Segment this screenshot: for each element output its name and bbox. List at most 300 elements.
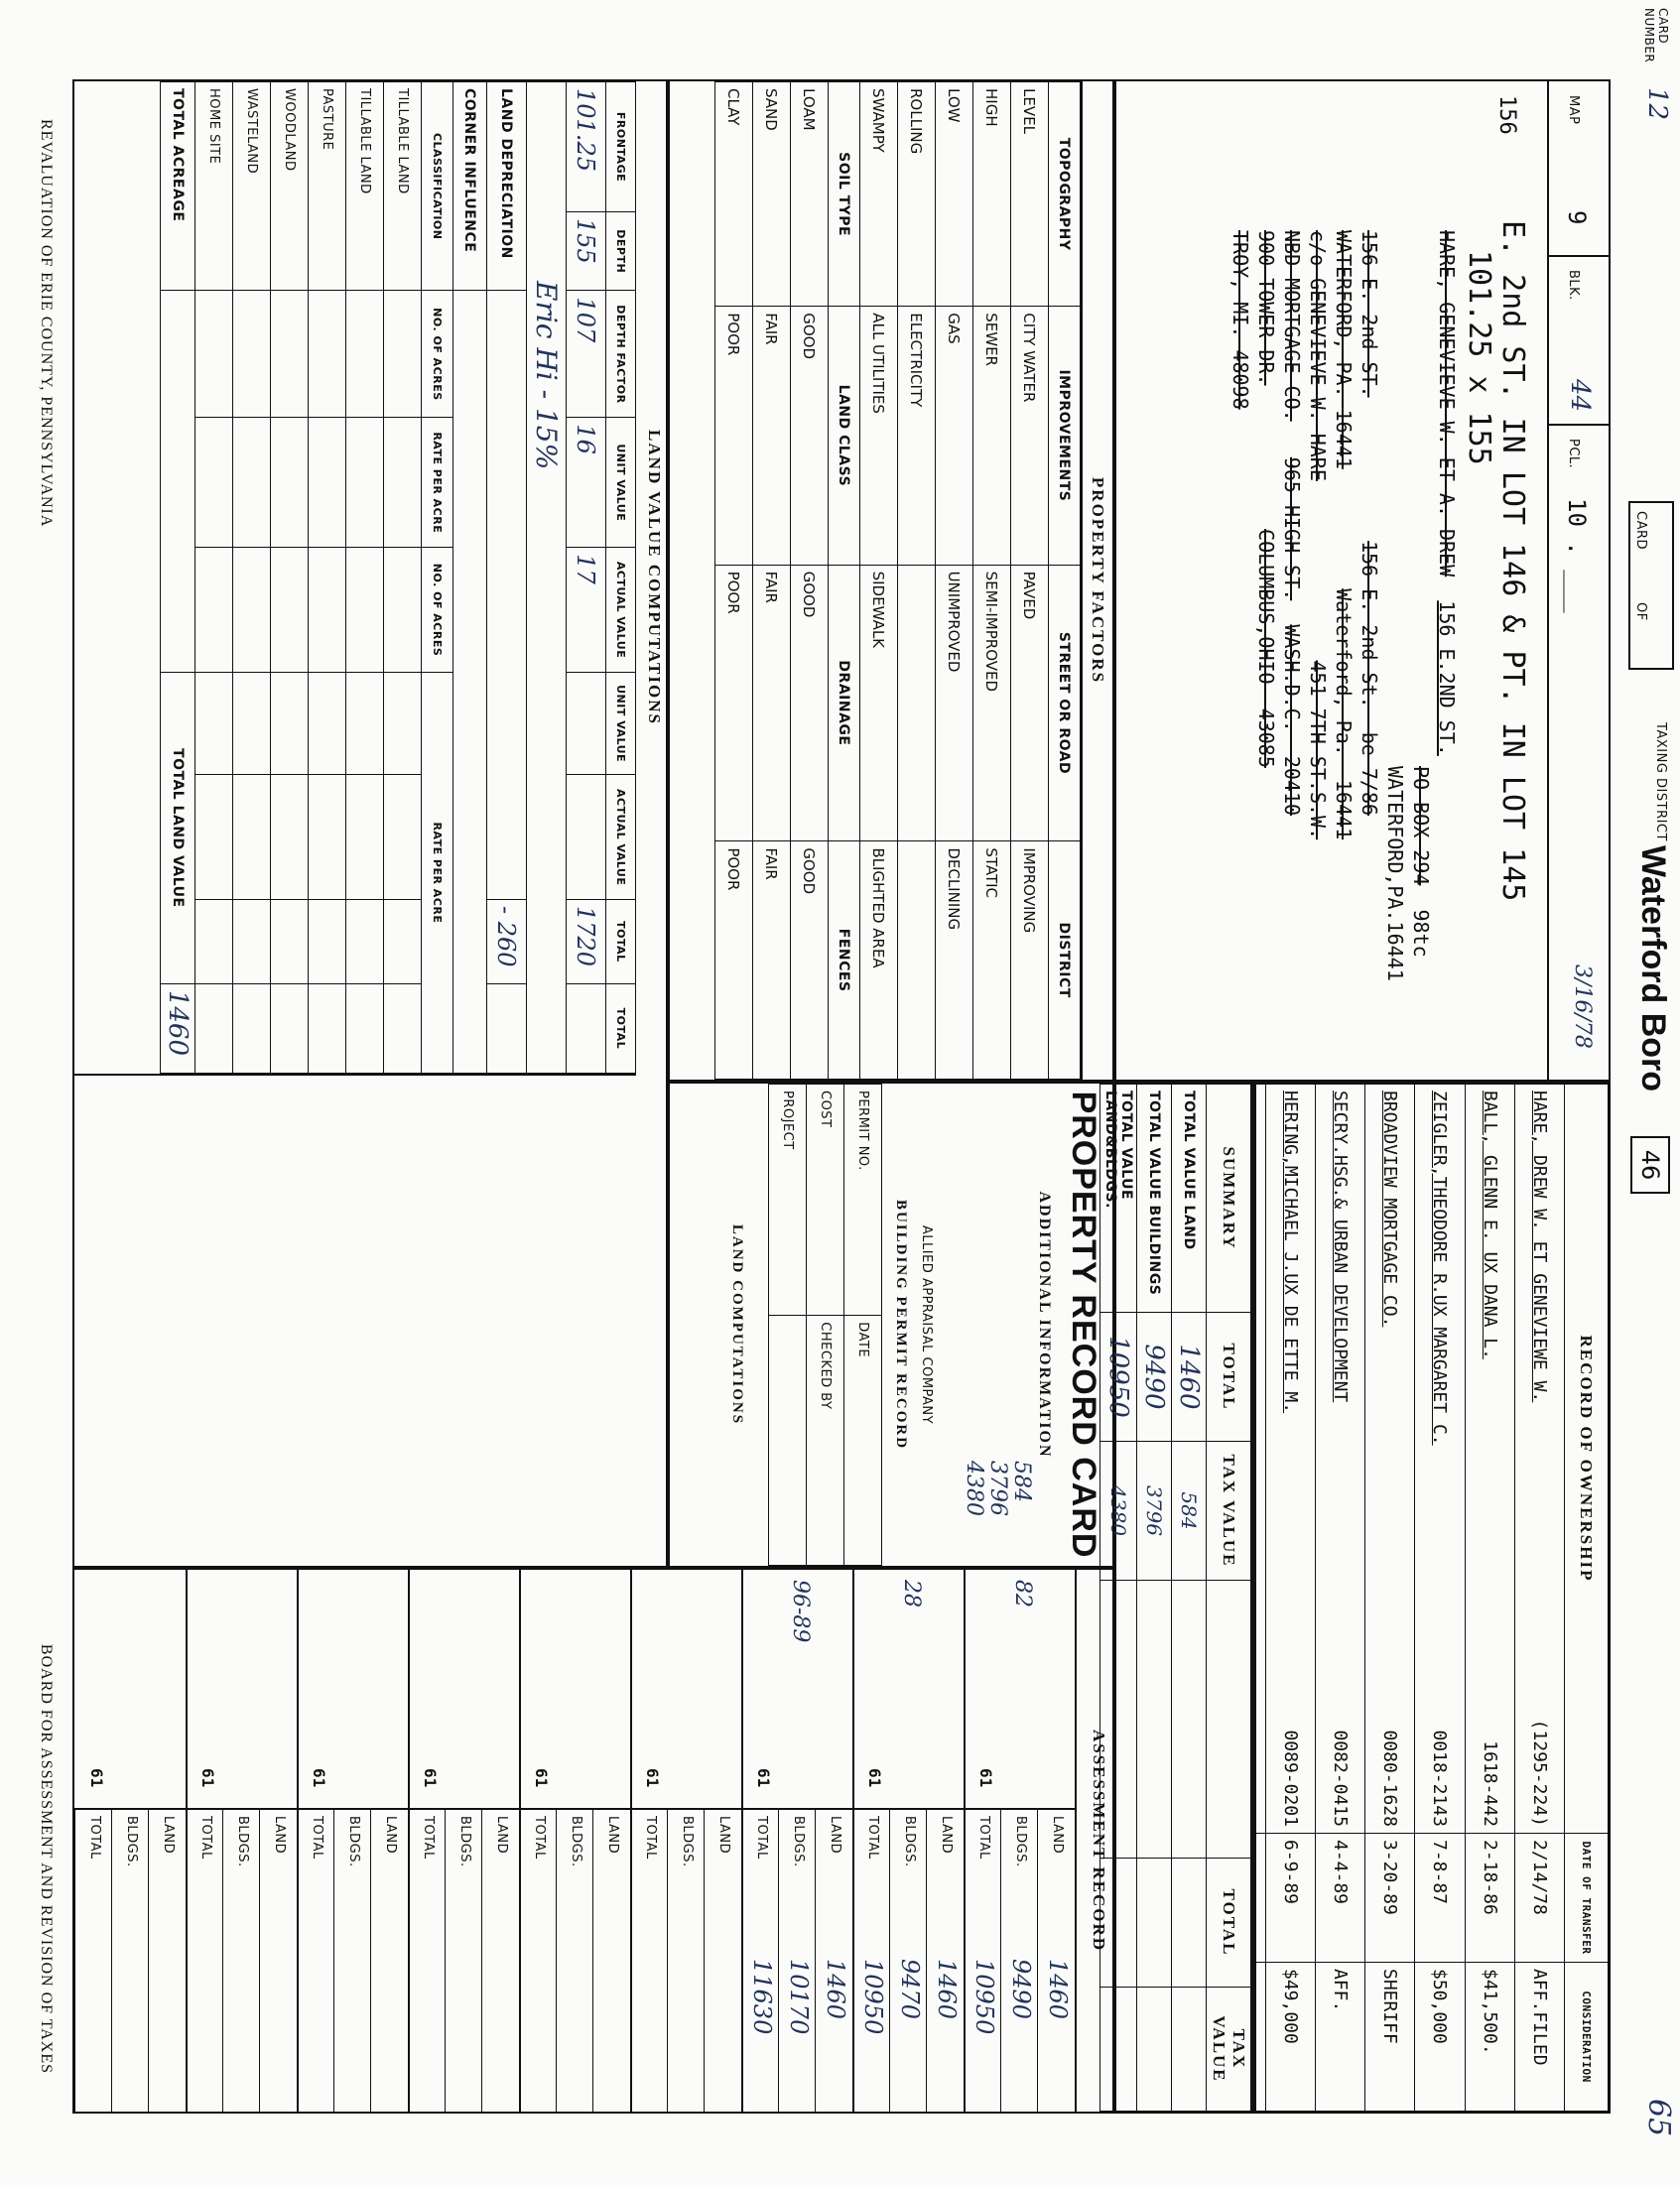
divider xyxy=(1549,424,1609,426)
factor-cell: ROLLING xyxy=(898,82,936,307)
factor-cell: POOR xyxy=(715,307,753,565)
additional-value: 3796 xyxy=(985,1461,1010,1516)
summary-total-header: TOTAL xyxy=(1207,1313,1251,1442)
summary-title: SUMMARY xyxy=(1207,1085,1251,1313)
assessment-line xyxy=(964,1808,1001,2114)
assessment-line xyxy=(222,1808,260,2114)
footer-right: BOARD FOR ASSESSMENT AND REVISION OF TAXES xyxy=(38,1643,55,2074)
assessment-label: TOTAL xyxy=(87,1816,102,1860)
improvements-head: IMPROVEMENTS xyxy=(1049,307,1081,565)
assessment-year: 61 xyxy=(976,1768,995,1788)
assessment-label: LAND xyxy=(494,1816,509,1855)
summary-empty xyxy=(1137,1859,1172,1988)
taxing-district-label: TAXING DISTRICT xyxy=(1653,722,1668,841)
assessment-line xyxy=(556,1808,593,2114)
factor-cell: LOAM xyxy=(791,82,829,307)
summary-label: TOTAL VALUE BUILDINGS xyxy=(1137,1085,1172,1313)
class-cell xyxy=(271,291,309,418)
assessment-label: TOTAL xyxy=(421,1816,436,1860)
assessment-label: TOTAL xyxy=(310,1816,324,1860)
factor-cell: CLAY xyxy=(715,82,753,307)
assessment-line xyxy=(815,1808,852,2114)
ownership-row xyxy=(1365,1085,1415,2112)
class-cell xyxy=(233,548,271,673)
assessment-label: LAND xyxy=(161,1816,176,1855)
consideration: AFF. xyxy=(1315,1963,1364,2112)
corner-label: CORNER INFLUENCE xyxy=(453,82,487,291)
summary-empty xyxy=(1137,1581,1172,1859)
record-of-ownership xyxy=(1253,1082,1611,2114)
owner-line: 900 TOWER DR. xyxy=(1254,230,1278,386)
land-col-header: TOTAL xyxy=(606,983,636,1073)
depreciation-empty xyxy=(487,291,527,900)
assessment-line xyxy=(889,1808,927,2114)
transfer-header: DATE OF TRANSFER xyxy=(1565,1834,1609,1963)
additional-value: 584 xyxy=(1009,1461,1034,1502)
building-permit-header: BUILDING PERMIT RECORD xyxy=(893,1199,909,1451)
assessment-label: TOTAL xyxy=(643,1816,658,1860)
factor-cell: LEVEL xyxy=(1011,82,1049,307)
assessment-label: BLDGS. xyxy=(235,1816,250,1867)
assessment-group xyxy=(630,1570,743,2112)
owner-line: 156 E. 2nd ST. xyxy=(1357,230,1381,398)
transfer-date: 2/14/78 xyxy=(1514,1834,1564,1963)
factor-cell xyxy=(898,565,936,841)
page-number: 65 xyxy=(1641,2099,1676,2137)
owner-name: HERING,MICHAEL J.UX DE ETTE M. xyxy=(1279,1091,1301,1414)
owner-line: 156-E.-2nd-St.--be-7/86 xyxy=(1357,541,1381,817)
street-head: STREET OR ROAD xyxy=(1049,565,1081,841)
owner-line: 156 E.2ND ST. xyxy=(1435,600,1459,756)
summary-empty xyxy=(1172,1859,1207,1988)
class-cell xyxy=(384,672,422,774)
assessment-group xyxy=(852,1570,966,2112)
deed-book: 0018-2143 xyxy=(1429,1730,1451,1827)
assessment-line xyxy=(778,1808,816,2114)
class-cell xyxy=(195,291,233,418)
assessment-value: 1460 xyxy=(1044,1959,1072,2020)
card-label: CARD xyxy=(1633,511,1648,551)
factor-cell: LOW xyxy=(936,82,973,307)
card-of-box xyxy=(1628,501,1674,670)
district-name: Waterford Boro xyxy=(1634,845,1672,1092)
class-cell xyxy=(271,418,309,548)
depreciation-label: LAND DEPRECIATION xyxy=(487,82,527,291)
factor-row xyxy=(715,82,753,1080)
assessment-line xyxy=(333,1808,371,2114)
assessment-line xyxy=(111,1808,149,2114)
class-col-header: NO. OF ACRES xyxy=(422,291,453,418)
assessment-line xyxy=(741,1808,779,2114)
assessment-label: LAND xyxy=(828,1816,842,1855)
land-col-header: DEPTH xyxy=(606,211,636,290)
land-col-header: DEPTH FACTOR xyxy=(606,291,636,418)
assessment-year: 61 xyxy=(754,1768,773,1788)
class-row xyxy=(384,82,422,1074)
owner-line: PO BOX 294 xyxy=(1409,766,1433,886)
class-cell xyxy=(309,775,346,900)
class-name: HOME SITE xyxy=(195,82,233,291)
assessment-tag: 96-89 xyxy=(788,1580,813,1643)
acreage-empty xyxy=(161,291,195,672)
corner-empty xyxy=(453,291,487,1074)
assessment-label: BLDGS. xyxy=(791,1816,806,1867)
deed-book: 0082-0415 xyxy=(1330,1730,1352,1827)
class-name: PASTURE xyxy=(309,82,346,291)
summary-total: 1460 xyxy=(1172,1313,1207,1442)
assessment-tag: 82 xyxy=(1010,1580,1035,1607)
card-number-mark: 12 xyxy=(1642,87,1672,121)
summary-tax: 584 xyxy=(1172,1442,1207,1581)
factor-cell: CITY WATER xyxy=(1011,307,1049,565)
class-cell xyxy=(195,672,233,774)
transfer-date: 7-8-87 xyxy=(1415,1834,1465,1963)
land-computations-area xyxy=(74,1074,636,1568)
factor-cell: UNIMPROVED xyxy=(936,565,973,841)
owner-line: HARE, GENEVIEVE W. ET A. DREW xyxy=(1435,230,1459,578)
class-cell xyxy=(309,548,346,673)
summary-right-tax: TAX VALUE xyxy=(1207,1988,1251,2112)
assessment-label: LAND xyxy=(716,1816,731,1855)
assessment-year: 61 xyxy=(87,1768,106,1788)
map-value: 9 xyxy=(1563,210,1591,225)
permit-checked-label: CHECKED BY xyxy=(807,1316,844,1566)
assessment-group xyxy=(964,1570,1077,2112)
assessment-label: LAND xyxy=(939,1816,954,1855)
assessment-line xyxy=(592,1808,630,2114)
assessment-line xyxy=(1037,1808,1075,2114)
assessment-label: BLDGS. xyxy=(1013,1816,1028,1867)
district-head: DISTRICT xyxy=(1049,841,1081,1080)
land-cell: 155 xyxy=(567,211,606,290)
factor-cell: HIGH xyxy=(973,82,1011,307)
assessment-line xyxy=(186,1808,223,2114)
factor-cell: SWAMPY xyxy=(860,82,898,307)
class-cell xyxy=(384,291,422,418)
owner-line: 451-7TH-ST.S.W. xyxy=(1306,660,1330,840)
assessment-label: BLDGS. xyxy=(124,1816,139,1867)
class-row xyxy=(195,82,233,1074)
land-col-header: UNIT VALUE xyxy=(606,672,636,774)
total-acreage-label: TOTAL ACREAGE xyxy=(161,82,195,291)
summary-tax-header: TAX VALUE xyxy=(1207,1442,1251,1581)
address-block xyxy=(1114,79,1611,1082)
class-row xyxy=(309,82,346,1074)
class-name: TILLABLE LAND xyxy=(346,82,384,291)
soil-head: SOIL TYPE xyxy=(829,82,860,307)
assessment-year: 61 xyxy=(310,1768,328,1788)
summary-empty xyxy=(1172,1988,1207,2112)
owner-history-lines xyxy=(1228,230,1460,1064)
house-number: 156 xyxy=(1494,95,1519,135)
assessment-line xyxy=(481,1808,519,2114)
class-cell xyxy=(271,672,309,774)
pcl-value: 10 . ___ xyxy=(1563,498,1591,613)
assessment-label: TOTAL xyxy=(198,1816,213,1860)
assessment-value: 1460 xyxy=(822,1959,849,2020)
additional-value: 4380 xyxy=(962,1461,986,1516)
class-cell xyxy=(346,548,384,673)
ownership-table xyxy=(1255,1084,1609,2112)
class-cell xyxy=(271,899,309,983)
class-cell xyxy=(233,672,271,774)
consideration-header: CONSIDERATION xyxy=(1565,1963,1609,2112)
factor-cell: PAVED xyxy=(1011,565,1049,841)
assessment-label: BLDGS. xyxy=(569,1816,583,1867)
assessment-line xyxy=(74,1808,112,2114)
summary-total: 10950 xyxy=(1100,1313,1137,1442)
class-col-header: RATE PER ACRE xyxy=(422,672,453,1073)
class-row xyxy=(346,82,384,1074)
factor-cell: BLIGHTED AREA xyxy=(860,841,898,1080)
assessment-label: BLDGS. xyxy=(680,1816,695,1867)
assessment-group xyxy=(186,1570,299,2112)
class-cell xyxy=(309,983,346,1073)
land-cell: 16 xyxy=(567,418,606,548)
owner-name: BROADVIEW MORTGAGE CO. xyxy=(1379,1091,1401,1328)
header-strip xyxy=(1611,0,1680,2185)
assessment-line xyxy=(445,1808,482,2114)
transfer-date xyxy=(1256,1834,1266,1963)
consideration: $49,000 xyxy=(1265,1963,1315,2112)
factor-cell: FAIR xyxy=(753,841,791,1080)
land-cell: 101.25 xyxy=(567,82,606,212)
factor-row xyxy=(898,82,936,1080)
class-cell xyxy=(271,983,309,1073)
assessment-value: 10950 xyxy=(970,1959,998,2035)
class-cell xyxy=(346,775,384,900)
class-cell xyxy=(233,899,271,983)
factors-title: PROPERTY FACTORS xyxy=(1081,81,1112,1080)
factor-cell: DECLINING xyxy=(936,841,973,1080)
assessment-line xyxy=(852,1808,890,2114)
summary-total: 9490 xyxy=(1137,1313,1172,1442)
assessment-value: 11630 xyxy=(748,1959,776,2035)
class-cell xyxy=(346,983,384,1073)
owner-name: BALL, GLENN E. UX DANA L. xyxy=(1479,1091,1500,1359)
owner-line: COLUMBUS,OHIO--43085 xyxy=(1254,529,1278,768)
assessment-line xyxy=(297,1808,334,2114)
owner-line: WATERFORD, PA. 16441 xyxy=(1332,230,1356,469)
deed-book: 0080-1628 xyxy=(1379,1730,1401,1827)
total-land-value: 1460 xyxy=(161,983,195,1073)
class-cell xyxy=(384,548,422,673)
permit-no-label: PERMIT NO. xyxy=(844,1085,882,1316)
ownership-title: RECORD OF OWNERSHIP xyxy=(1565,1085,1609,1834)
property-factors xyxy=(668,79,1114,1082)
consideration: $41,500. xyxy=(1465,1963,1514,2112)
land-cell xyxy=(567,775,606,900)
assessment-label: TOTAL xyxy=(865,1816,880,1860)
factor-cell: GOOD xyxy=(791,565,829,841)
permit-table xyxy=(768,1084,882,1566)
owner-line: WATERFORD,PA.16441 xyxy=(1383,766,1407,981)
record-card-panel xyxy=(668,1082,1114,1568)
assessment-year: 61 xyxy=(865,1768,884,1788)
permit-cost-label: COST xyxy=(807,1085,844,1316)
class-name: WOODLAND xyxy=(271,82,309,291)
assessment-line xyxy=(667,1808,705,2114)
total-land-value-label: TOTAL LAND VALUE xyxy=(161,672,195,983)
factor-cell: FAIR xyxy=(753,565,791,841)
deed-book: 1618-442 xyxy=(1479,1740,1500,1827)
land-col-header: ACTUAL VALUE xyxy=(606,775,636,900)
blk-label: BLK. xyxy=(1566,270,1581,301)
permit-date-label: DATE xyxy=(844,1316,882,1566)
transfer-date: 4-4-89 xyxy=(1315,1834,1364,1963)
deed-book: (1295-224) xyxy=(1528,1719,1550,1827)
factor-row xyxy=(1011,82,1049,1080)
assessment-value: 10170 xyxy=(785,1959,813,2035)
depreciation-empty xyxy=(487,983,527,1073)
summary-right-total: TOTAL xyxy=(1207,1859,1251,1988)
assessment-label: LAND xyxy=(272,1816,287,1855)
factor-cell: GOOD xyxy=(791,307,829,565)
class-cell xyxy=(346,418,384,548)
map-label: MAP xyxy=(1566,95,1581,125)
factor-row xyxy=(860,82,898,1080)
ownership-row xyxy=(1315,1085,1364,2112)
assessment-label: BLDGS. xyxy=(457,1816,472,1867)
map-row xyxy=(1547,81,1609,1080)
assessment-line xyxy=(259,1808,297,2114)
ownership-row xyxy=(1514,1085,1564,2112)
factor-cell: ALL UTILITIES xyxy=(860,307,898,565)
assessment-value: 9470 xyxy=(896,1959,924,2020)
factor-cell: STATIC xyxy=(973,841,1011,1080)
land-col-header: UNIT VALUE xyxy=(606,418,636,548)
deed-book: 0089-0201 xyxy=(1279,1730,1301,1827)
land-cell xyxy=(567,983,606,1073)
class-cell xyxy=(195,899,233,983)
assessment-group xyxy=(297,1570,410,2112)
land-col-header: ACTUAL VALUE xyxy=(606,548,636,673)
class-col-header: CLASSIFICATION xyxy=(422,82,453,291)
factor-cell: ELECTRICITY xyxy=(898,307,936,565)
address-lines xyxy=(1462,220,1529,901)
assessment-value: 10950 xyxy=(859,1959,887,2035)
land-class-head: LAND CLASS xyxy=(829,307,860,565)
class-cell xyxy=(195,775,233,900)
permit-project-label: PROJECT xyxy=(769,1085,807,1316)
land-value-table xyxy=(160,81,636,1074)
summary-tax: 3796 xyxy=(1137,1442,1172,1581)
owner-name: HARE, DREW W. ET GENEVIEWE W. xyxy=(1528,1091,1550,1403)
summary-spacer xyxy=(1207,1581,1251,1859)
factor-cell: SEWER xyxy=(973,307,1011,565)
land-value-title: LAND VALUE COMPUTATIONS xyxy=(645,430,664,725)
footer xyxy=(23,79,63,2114)
owner-line: 98tc xyxy=(1409,909,1433,958)
pcl-label: PCL. xyxy=(1566,439,1581,469)
factor-cell: GAS xyxy=(936,307,973,565)
consideration: SHERIFF xyxy=(1365,1963,1415,2112)
land-cell: 107 xyxy=(567,291,606,418)
assessment-value: 9490 xyxy=(1007,1959,1035,2020)
class-name: TILLABLE LAND xyxy=(384,82,422,291)
class-cell xyxy=(384,983,422,1073)
footer-left: REVALUATION OF ERIE COUNTY, PENNSYLVANIA xyxy=(38,119,55,528)
class-cell xyxy=(271,775,309,900)
ownership-row xyxy=(1465,1085,1514,2112)
owner-line: NBD MORTGAGE CO. xyxy=(1280,230,1304,422)
factor-cell: POOR xyxy=(715,565,753,841)
factor-row xyxy=(753,82,791,1080)
assessment-line xyxy=(148,1808,186,2114)
drainage-head: DRAINAGE xyxy=(829,565,860,841)
class-cell xyxy=(233,775,271,900)
assessment-year: 61 xyxy=(421,1768,440,1788)
land-cell xyxy=(567,672,606,774)
class-cell xyxy=(195,418,233,548)
card-box-number: 46 xyxy=(1630,1136,1670,1194)
allied-appraisal: ALLIED APPRAISAL COMPANY xyxy=(919,1224,934,1425)
owner-name: SECRY.HSG.& URBAN DEVELOPMENT xyxy=(1330,1091,1352,1403)
summary-label: TOTAL VALUE LAND xyxy=(1172,1085,1207,1313)
depreciation-value: - 260 xyxy=(487,899,527,983)
class-cell xyxy=(384,775,422,900)
factor-cell: SEMI-IMPROVED xyxy=(973,565,1011,841)
additional-info-label: ADDITIONAL INFORMATION xyxy=(1036,1191,1053,1459)
class-name: WASTELAND xyxy=(233,82,271,291)
transfer-date: 2-18-86 xyxy=(1465,1834,1514,1963)
class-cell xyxy=(309,899,346,983)
factor-cell: POOR xyxy=(715,841,753,1080)
land-cell: 1720 xyxy=(567,899,606,983)
summary-table xyxy=(1099,1084,1251,2112)
assessment-label: TOTAL xyxy=(976,1816,991,1860)
owner-name xyxy=(1256,1085,1266,1834)
assessment-year: 61 xyxy=(532,1768,551,1788)
class-cell xyxy=(233,983,271,1073)
summary-empty xyxy=(1172,1581,1207,1859)
topography-head: TOPOGRAPHY xyxy=(1049,82,1081,307)
assessment-label: LAND xyxy=(605,1816,620,1855)
owner-name: ZEIGLER,THEODORE R.UX MARGARET C. xyxy=(1429,1091,1451,1446)
assessment-line xyxy=(519,1808,557,2114)
class-cell xyxy=(346,291,384,418)
class-cell xyxy=(384,899,422,983)
assessment-group xyxy=(741,1570,854,2112)
assessment-record xyxy=(72,1568,1114,2114)
divider xyxy=(1549,255,1609,257)
factor-row xyxy=(936,82,973,1080)
factor-cell: SIDEWALK xyxy=(860,565,898,841)
class-row xyxy=(271,82,309,1074)
summary-label: TOTAL VALUE LAND&BLDGS. xyxy=(1100,1085,1137,1313)
summary-row xyxy=(1172,1085,1207,2112)
class-cell xyxy=(271,548,309,673)
assessment-value: 1460 xyxy=(933,1959,961,2020)
class-cell xyxy=(384,418,422,548)
assessment-label: TOTAL xyxy=(532,1816,547,1860)
assessment-year: 61 xyxy=(643,1768,662,1788)
class-cell xyxy=(309,418,346,548)
ownership-row xyxy=(1265,1085,1315,2112)
blk-value: 44 xyxy=(1565,379,1595,413)
factor-cell xyxy=(898,841,936,1080)
factor-row xyxy=(973,82,1011,1080)
owner-line: TROY, MI. 48098 xyxy=(1228,230,1252,410)
factor-cell: FAIR xyxy=(753,307,791,565)
summary-row xyxy=(1137,1085,1172,2112)
consideration xyxy=(1256,1963,1266,2112)
assessment-line xyxy=(926,1808,964,2114)
legal-line-2: 101.25 x 155 xyxy=(1462,250,1496,465)
ownership-row xyxy=(1256,1085,1266,2112)
class-cell xyxy=(195,983,233,1073)
assessment-title: ASSESSMENT RECORD xyxy=(1090,1729,1108,1953)
